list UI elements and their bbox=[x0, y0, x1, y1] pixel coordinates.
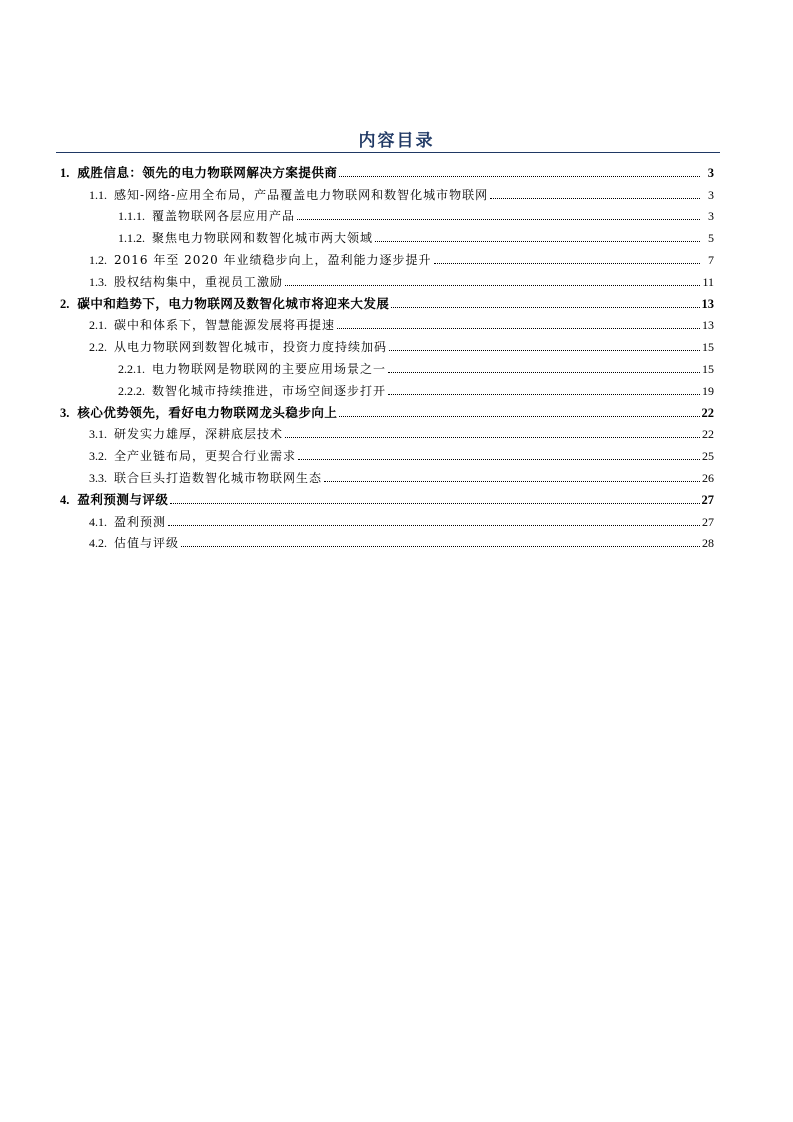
toc-entry-label: 核心优势领先，看好电力物联网龙头稳步向上 bbox=[77, 404, 338, 420]
toc-entry-label: 数智化城市持续推进，市场空间逐步打开 bbox=[152, 383, 387, 398]
toc-entry-label: 盈利预测与评级 bbox=[77, 491, 169, 507]
toc-entry-number: 3. bbox=[60, 405, 70, 420]
toc-entry-page: 3 bbox=[707, 165, 714, 180]
dot-leader bbox=[285, 285, 700, 286]
toc-entry-page: 22 bbox=[702, 427, 714, 442]
toc-entry-3-2[interactable] bbox=[60, 442, 714, 464]
toc-entry-page: 3 bbox=[708, 209, 714, 224]
toc-entry-label: 电力物联网是物联网的主要应用场景之一 bbox=[152, 361, 387, 376]
dot-leader bbox=[434, 263, 700, 264]
dot-leader bbox=[181, 546, 700, 547]
toc-entry-page: 15 bbox=[702, 361, 714, 376]
toc-entry-page: 27 bbox=[702, 514, 714, 529]
dot-leader bbox=[324, 481, 700, 482]
toc-entry-3-3[interactable] bbox=[60, 464, 714, 486]
dot-leader bbox=[375, 241, 700, 242]
toc-entry-number: 4.1. bbox=[89, 514, 107, 529]
toc-entry-label: 股权结构集中，重视员工激励 bbox=[114, 274, 284, 289]
toc-entry-number: 1.1.1. bbox=[118, 209, 145, 224]
toc-entry-number: 2. bbox=[60, 296, 70, 311]
toc-entry-number: 2.2.2. bbox=[118, 383, 145, 398]
dot-leader bbox=[168, 525, 700, 526]
toc-entry-label: 聚焦电力物联网和数智化城市两大领域 bbox=[152, 231, 374, 246]
toc-entry-number: 2.2.1. bbox=[118, 361, 145, 376]
toc-entry-1-2[interactable] bbox=[60, 246, 714, 268]
toc-entry-4-2[interactable] bbox=[60, 530, 714, 552]
toc-entry-label: 从电力物联网到数智化城市，投资力度持续加码 bbox=[114, 340, 388, 355]
toc-entry-number: 1.3. bbox=[89, 274, 107, 289]
toc-entry-1-1-1[interactable] bbox=[60, 203, 714, 225]
dot-leader bbox=[170, 503, 699, 504]
toc-entry-page: 15 bbox=[702, 340, 714, 355]
toc-entry-label: 联合巨头打造数智化城市物联网生态 bbox=[114, 470, 323, 485]
toc-entry-number: 3.3. bbox=[89, 470, 107, 485]
toc-entry-number: 4.2. bbox=[89, 536, 107, 551]
toc-entry-label: 2016 年至 2020 年业绩稳步向上，盈利能力逐步提升 bbox=[114, 252, 432, 267]
toc-entry-page: 22 bbox=[701, 405, 714, 420]
toc-entry-label: 碳中和体系下，智慧能源发展将再提速 bbox=[114, 318, 336, 333]
toc-entry-2-2-2[interactable] bbox=[60, 377, 714, 399]
dot-leader bbox=[490, 198, 700, 199]
toc-entry-number: 4. bbox=[60, 492, 70, 507]
title-divider bbox=[56, 152, 720, 153]
toc-entry-4-1[interactable] bbox=[60, 508, 714, 530]
toc-entry-page: 11 bbox=[702, 274, 714, 289]
table-of-contents bbox=[60, 159, 714, 551]
toc-entry-number: 1.1.2. bbox=[118, 231, 145, 246]
dot-leader bbox=[285, 437, 700, 438]
toc-entry-page: 5 bbox=[708, 231, 714, 246]
toc-entry-number: 3.2. bbox=[89, 449, 107, 464]
dot-leader bbox=[388, 394, 700, 395]
dot-leader bbox=[298, 459, 700, 460]
toc-entry-page: 26 bbox=[702, 470, 714, 485]
dot-leader bbox=[388, 372, 700, 373]
toc-entry-label: 碳中和趋势下，电力物联网及数智化城市将迎来大发展 bbox=[77, 295, 390, 311]
toc-entry-label: 研发实力雄厚，深耕底层技术 bbox=[114, 427, 284, 442]
toc-entry-page: 25 bbox=[702, 449, 714, 464]
toc-entry-3[interactable] bbox=[60, 399, 714, 421]
toc-entry-1-1[interactable] bbox=[60, 181, 714, 203]
toc-entry-3-1[interactable] bbox=[60, 421, 714, 443]
dot-leader bbox=[339, 176, 700, 177]
toc-entry-2-2[interactable] bbox=[60, 333, 714, 355]
toc-entry-2[interactable] bbox=[60, 290, 714, 312]
toc-entry-number: 1. bbox=[60, 165, 70, 180]
toc-entry-label: 估值与评级 bbox=[114, 536, 180, 551]
dot-leader bbox=[297, 219, 700, 220]
toc-title: 内容目录 bbox=[358, 131, 435, 151]
toc-entry-label: 盈利预测 bbox=[114, 514, 167, 529]
toc-entry-number: 1.1. bbox=[89, 187, 107, 202]
toc-entry-page: 28 bbox=[702, 536, 714, 551]
toc-entry-4[interactable] bbox=[60, 486, 714, 508]
toc-entry-page: 13 bbox=[701, 296, 714, 311]
dot-leader bbox=[391, 307, 699, 308]
toc-entry-number: 2.1. bbox=[89, 318, 107, 333]
toc-entry-label: 感知-网络-应用全布局，产品覆盖电力物联网和数智化城市物联网 bbox=[114, 187, 489, 202]
toc-entry-page: 13 bbox=[702, 318, 714, 333]
toc-entry-1[interactable] bbox=[60, 159, 714, 181]
dot-leader bbox=[389, 350, 700, 351]
toc-entry-2-1[interactable] bbox=[60, 312, 714, 334]
toc-entry-number: 2.2. bbox=[89, 340, 107, 355]
dot-leader bbox=[339, 416, 699, 417]
toc-entry-number: 3.1. bbox=[89, 427, 107, 442]
toc-entry-label: 覆盖物联网各层应用产品 bbox=[152, 209, 296, 224]
dot-leader bbox=[337, 328, 700, 329]
toc-entry-1-1-2[interactable] bbox=[60, 224, 714, 246]
toc-entry-page: 19 bbox=[702, 383, 714, 398]
toc-entry-label: 威胜信息：领先的电力物联网解决方案提供商 bbox=[77, 164, 338, 180]
toc-entry-number: 1.2. bbox=[89, 252, 107, 267]
toc-entry-page: 7 bbox=[708, 252, 714, 267]
toc-entry-2-2-1[interactable] bbox=[60, 355, 714, 377]
toc-entry-label: 全产业链布局，更契合行业需求 bbox=[114, 449, 297, 464]
toc-entry-page: 27 bbox=[701, 492, 714, 507]
toc-entry-1-3[interactable] bbox=[60, 268, 714, 290]
toc-entry-page: 3 bbox=[708, 187, 714, 202]
